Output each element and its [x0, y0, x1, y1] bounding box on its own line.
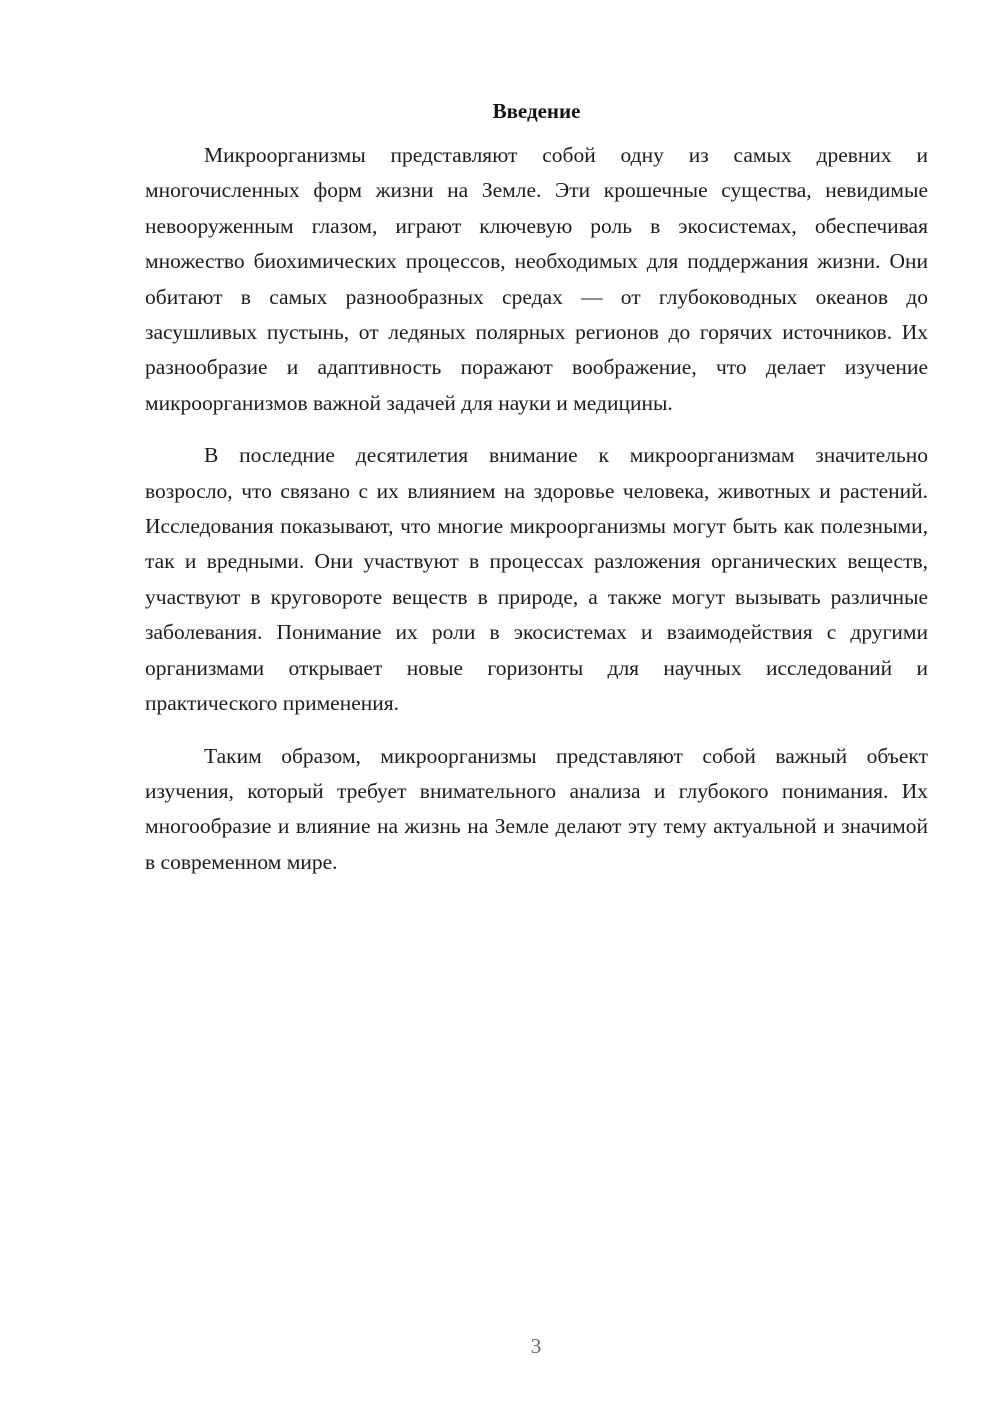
- paragraph-1: Микроорганизмы представляют собой одну из самых древних и многочисленных форм жизни на Земле. Эти крошечные существа, невидимые невооруженным глазом, играют ключевую роль в экосистемах, обеспечивая множество биохимических процессов, необходимых для поддержания жизни. Они обитают в самых разнообразных средах — от глубоководных океанов до засушливых пустынь, от ледяных полярных регионов до горячих источников. Их разнообразие и адаптивность поражают воображение, что делает изучение микроорганизмов важной задачей для науки и медицины.: [145, 143, 928, 415]
- paragraph-3: Таким образом, микроорганизмы представляют собой важный объект изучения, который требует внимательного анализа и глубокого понимания. Их многообразие и влияние на жизнь на Земле делают эту тему актуальной и значимой в современном мире.: [145, 743, 928, 874]
- section-title: Введение: [492, 99, 581, 123]
- page-number: 3: [530, 1334, 542, 1358]
- page-content: [145, 98, 928, 897]
- paragraph-2: В последние десятилетия внимание к микроорганизмам значительно возросло, что связано с их влиянием на здоровье человека, животных и растений. Исследования показывают, что многие микроорганизмы могут быть как полезными, так и вредными. Они участвуют в процессах разложения органических веществ, участвуют в круговороте веществ в природе, а также могут вызывать различные заболевания. Понимание их роли в экосистемах и взаимодействия с другими организмами открывает новые горизонты для научных исследований и практического применения.: [145, 443, 928, 716]
